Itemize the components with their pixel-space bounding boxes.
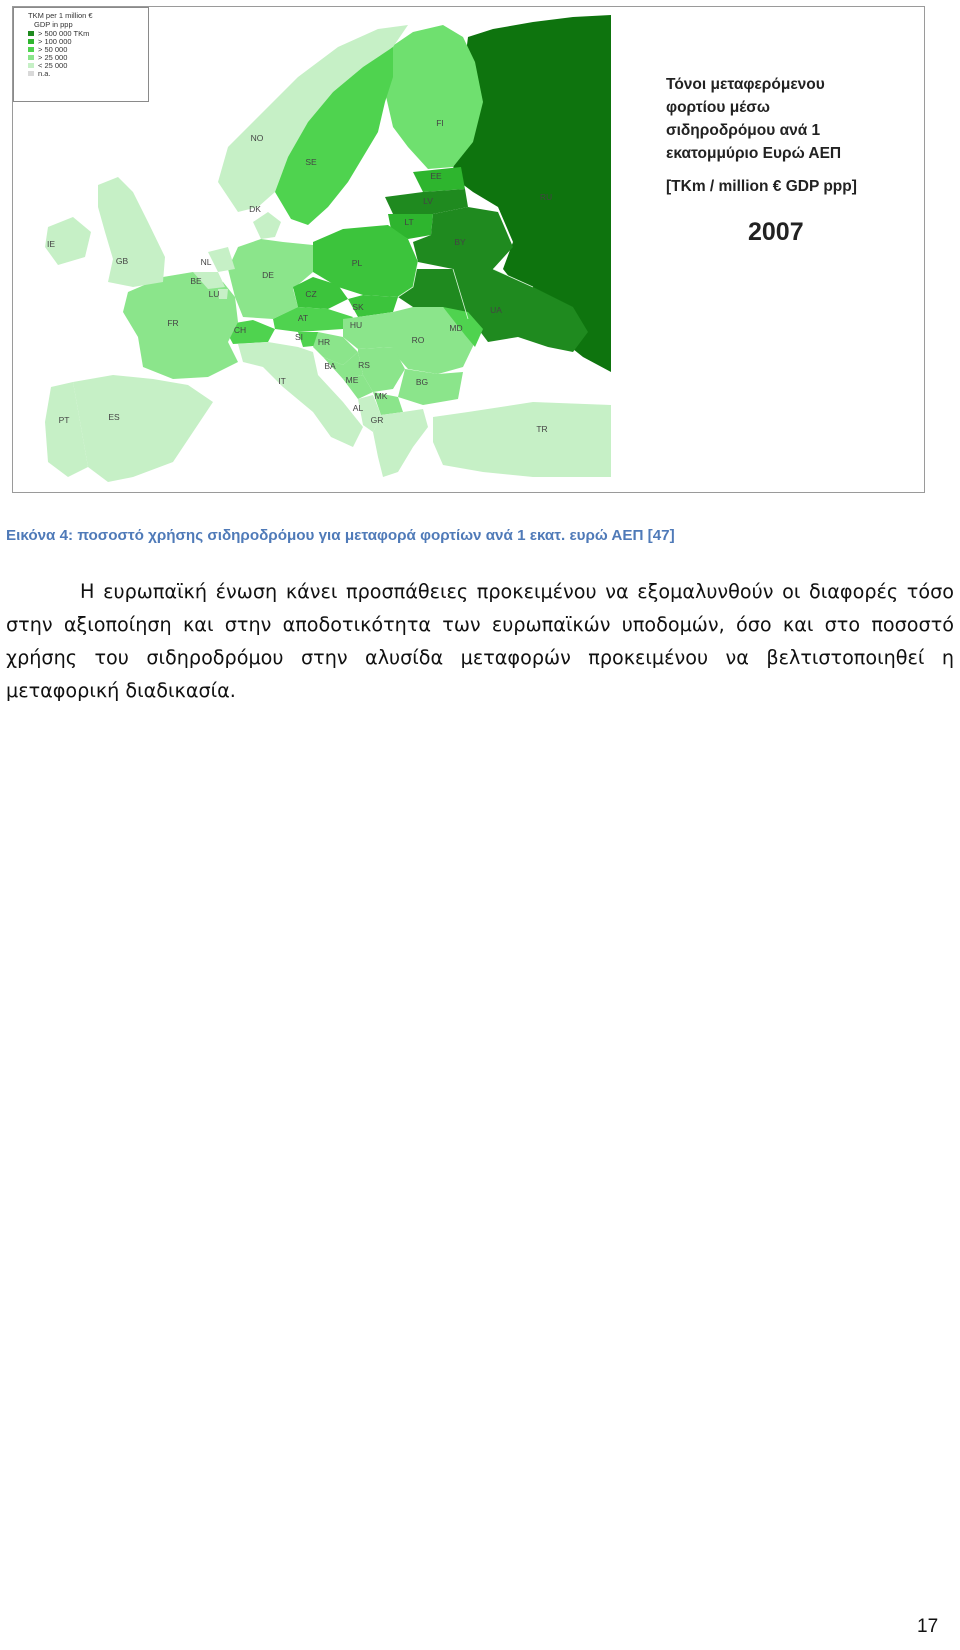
country-label-lv: LV bbox=[423, 196, 433, 206]
map-title-line: σιδηροδρόμου ανά 1 bbox=[666, 122, 821, 139]
country-label-pl: PL bbox=[351, 258, 363, 268]
country-label-be: BE bbox=[190, 276, 202, 286]
country-label-bg: BG bbox=[415, 377, 429, 387]
country-label-ch: CH bbox=[233, 325, 247, 335]
region-BG bbox=[398, 369, 463, 405]
legend-title-line2: GDP in ppp bbox=[34, 20, 73, 29]
country-label-no: NO bbox=[250, 133, 264, 143]
country-label-de: DE bbox=[262, 270, 274, 280]
map-title bbox=[666, 73, 916, 198]
legend-label: n.a. bbox=[38, 68, 51, 78]
legend-title-line1: TKM per 1 million € bbox=[28, 11, 93, 20]
country-label-me: ME bbox=[345, 375, 359, 385]
region-TR bbox=[433, 402, 611, 477]
map-unit: [TKm / million € GDP ppp] bbox=[666, 178, 857, 195]
country-label-ua: UA bbox=[490, 305, 502, 315]
map-year: 2007 bbox=[748, 218, 804, 246]
country-label-fi: FI bbox=[436, 118, 444, 128]
legend-items bbox=[28, 29, 148, 77]
legend-item bbox=[28, 69, 148, 77]
country-label-ru: RU bbox=[539, 192, 553, 202]
country-label-ie: IE bbox=[46, 239, 56, 249]
country-label-nl: NL bbox=[200, 257, 212, 267]
legend-swatch bbox=[28, 39, 34, 44]
country-label-gb: GB bbox=[115, 256, 129, 266]
country-label-at: AT bbox=[297, 313, 309, 323]
country-label-pt: PT bbox=[58, 415, 70, 425]
country-label-dk: DK bbox=[249, 204, 261, 214]
country-label-sk: SK bbox=[352, 302, 364, 312]
map-legend bbox=[13, 7, 149, 102]
country-label-se: SE bbox=[305, 157, 317, 167]
legend-swatch bbox=[28, 71, 34, 76]
map-figure bbox=[12, 6, 925, 493]
country-label-mk: MK bbox=[374, 391, 388, 401]
legend-swatch bbox=[28, 47, 34, 52]
country-label-rs: RS bbox=[358, 360, 370, 370]
region-LU bbox=[218, 289, 228, 299]
country-label-es: ES bbox=[108, 412, 120, 422]
country-label-ro: RO bbox=[411, 335, 425, 345]
country-label-cz: CZ bbox=[305, 289, 317, 299]
country-label-hr: HR bbox=[317, 337, 331, 347]
country-label-ee: EE bbox=[430, 171, 442, 181]
country-label-lt: LT bbox=[404, 217, 414, 227]
legend-swatch bbox=[28, 31, 34, 36]
country-label-si: SI bbox=[294, 332, 304, 342]
country-label-tr: TR bbox=[536, 424, 548, 434]
country-label-lu: LU bbox=[208, 289, 220, 299]
legend-label: > 500 000 TKm bbox=[38, 28, 90, 38]
country-label-hu: HU bbox=[349, 320, 363, 330]
page-number: 17 bbox=[917, 1616, 939, 1637]
country-label-md: MD bbox=[449, 323, 463, 333]
legend-swatch bbox=[28, 55, 34, 60]
legend-label: > 100 000 bbox=[38, 36, 72, 46]
country-label-by: BY bbox=[454, 237, 466, 247]
map-title-line: φορτίου μέσω bbox=[666, 99, 770, 116]
country-label-al: AL bbox=[352, 403, 364, 413]
paragraph-text: Η ευρωπαϊκή ένωση κάνει προσπάθειες προκειμένου να εξομαλυνθούν οι διαφορές τόσο στην αξιοποίηση και στην αποδοτικότητα των ευρωπαϊκών υποδομών, όσο και στο ποσοστό χρήσης του σιδηροδρόμου στην αλυσίδα μεταφορών προκειμένου να βελτιστοποιηθεί η μεταφορική διαδικασία. bbox=[6, 580, 954, 702]
figure-caption: Εικόνα 4: ποσοστό χρήσης σιδηροδρόμου για μεταφορά φορτίων ανά 1 εκατ. ευρώ ΑΕΠ [47] bbox=[6, 527, 675, 544]
country-label-fr: FR bbox=[167, 318, 179, 328]
legend-label: > 50 000 bbox=[38, 44, 68, 54]
legend-swatch bbox=[28, 63, 34, 68]
map-title-line: Τόνοι μεταφερόμενου bbox=[666, 76, 825, 93]
legend-label: < 25 000 bbox=[38, 60, 68, 70]
legend-label: > 25 000 bbox=[38, 52, 68, 62]
country-label-gr: GR bbox=[370, 415, 384, 425]
country-label-it: IT bbox=[278, 376, 286, 386]
body-paragraph bbox=[6, 575, 954, 707]
map-title-line: εκατομμύριο Ευρώ ΑΕΠ bbox=[666, 145, 842, 162]
country-label-ba: BA bbox=[324, 361, 336, 371]
